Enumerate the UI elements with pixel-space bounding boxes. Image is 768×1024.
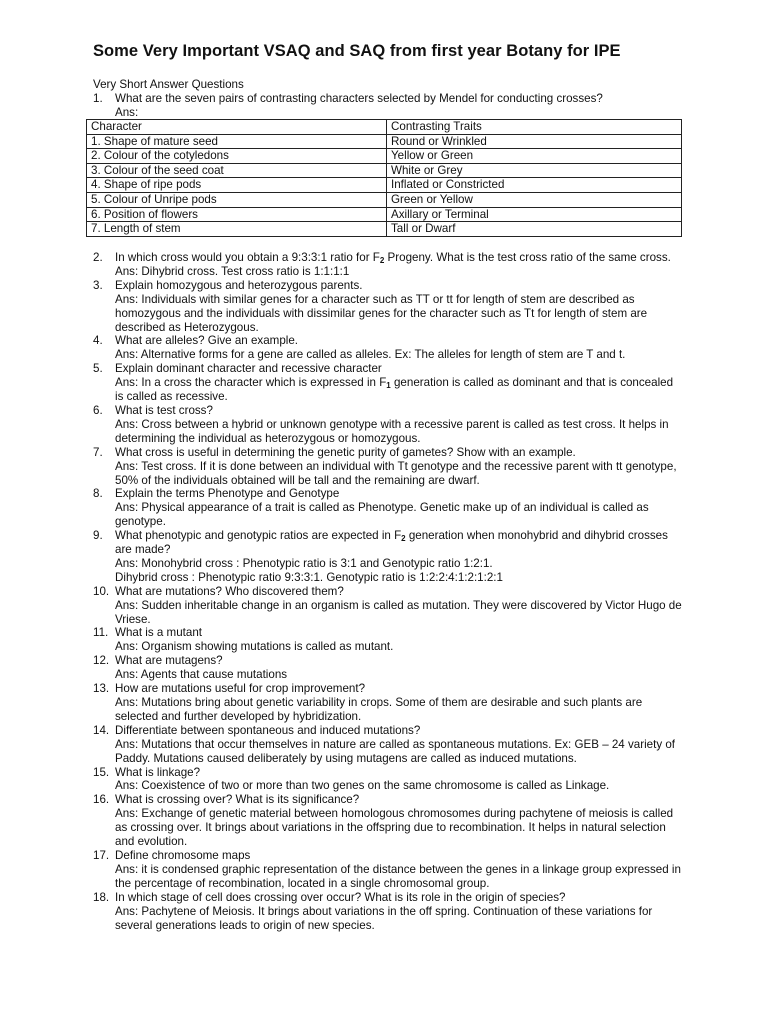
answer-text: Ans: Monohybrid cross : Phenotypic ratio is 3:1 and Genotypic ratio 1:2:1. bbox=[115, 556, 493, 570]
question-2 bbox=[93, 251, 683, 279]
question-number: 11. bbox=[93, 626, 109, 640]
table-header-cell: Contrasting Traits bbox=[387, 120, 682, 135]
answer-text: Ans: Pachytene of Meiosis. It brings about variations in the off spring. Continuation of these variations for several generations leads to origin of new species. bbox=[115, 904, 653, 932]
question-text: Differentiate between spontaneous and induced mutations? bbox=[115, 723, 421, 737]
question-17 bbox=[93, 849, 683, 891]
table-cell: Green or Yellow bbox=[387, 192, 682, 207]
question-4 bbox=[93, 334, 683, 362]
question-text: What is test cross? bbox=[115, 403, 213, 417]
question-number: 12. bbox=[93, 654, 110, 668]
question-number: 15. bbox=[93, 765, 110, 779]
question-number: 18. bbox=[93, 890, 110, 904]
table-cell: 7. Length of stem bbox=[87, 222, 387, 237]
question-text: What cross is useful in determining the genetic purity of gametes? Show with an example. bbox=[115, 445, 576, 459]
table-row bbox=[87, 149, 682, 164]
table-cell: Inflated or Constricted bbox=[387, 178, 682, 193]
question-number: 3. bbox=[93, 278, 103, 292]
table-header-cell: Character bbox=[87, 120, 387, 135]
table-row bbox=[87, 178, 682, 193]
answer-text: Ans: Individuals with similar genes for a character such as TT or tt for length of stem are described as homozygous and the individuals with dissimilar genes for the character such as Tt for length of stem are described as Heterozygous. bbox=[115, 292, 648, 334]
table-cell: 4. Shape of ripe pods bbox=[87, 178, 387, 193]
question-5 bbox=[93, 362, 683, 404]
answer-text: Ans: Agents that cause mutations bbox=[115, 668, 288, 682]
question-number: 8. bbox=[93, 487, 103, 501]
answer-text: Ans: Coexistence of two or more than two genes on the same chromosome is called as Linkage. bbox=[115, 779, 610, 793]
question-18 bbox=[93, 891, 683, 933]
question-number: 6. bbox=[93, 403, 103, 417]
question-text: What phenotypic and genotypic ratios are expected in $F_2$ generation when monohybrid and dihybrid crosses are made? bbox=[115, 529, 668, 557]
question-text: Explain the terms Phenotype and Genotype bbox=[115, 487, 340, 501]
question-13 bbox=[93, 682, 683, 724]
question-11 bbox=[93, 626, 683, 654]
question-text: How are mutations useful for crop improvement? bbox=[115, 682, 366, 696]
question-16 bbox=[93, 793, 683, 849]
question-number: 17. bbox=[93, 848, 110, 862]
answer-text: Ans: In a cross the character which is expressed in $F_1$ generation is called as dominant and that is concealed is called as recessive. bbox=[115, 376, 674, 404]
answer-text: Ans: Organism showing mutations is called as mutant. bbox=[115, 640, 394, 654]
question-text: Define chromosome maps bbox=[115, 848, 251, 862]
question-text: Explain dominant character and recessive character bbox=[115, 362, 382, 376]
table-header-row bbox=[87, 120, 682, 135]
answer-text: Ans: Test cross. If it is done between an individual with Tt genotype and the recessive parent with tt genotype, 50% of the individuals obtained will be tall and the remaining are dwarf. bbox=[115, 459, 677, 487]
answer-text: Ans: Alternative forms for a gene are called as alleles. Ex: The alleles for length of stem are T and t. bbox=[115, 348, 626, 362]
question-number: 2. bbox=[93, 251, 103, 264]
mendel-traits-table bbox=[86, 119, 682, 237]
question-8 bbox=[93, 487, 683, 529]
question-10 bbox=[93, 585, 683, 627]
table-cell: Round or Wrinkled bbox=[387, 134, 682, 149]
question-text: In which stage of cell does crossing over occur? What is its role in the origin of species? bbox=[115, 890, 566, 904]
question-number: 14. bbox=[93, 723, 110, 737]
question-text: What is linkage? bbox=[115, 765, 201, 779]
question-12 bbox=[93, 654, 683, 682]
question-list bbox=[93, 251, 683, 932]
answer-text: Ans: it is condensed graphic representation of the distance between the genes in a linkage group expressed in the percentage of recombination, located in a single chromosomal group. bbox=[115, 862, 681, 890]
answer-label: Ans: bbox=[115, 105, 139, 119]
table-row bbox=[87, 207, 682, 222]
question-number: 10. bbox=[93, 584, 110, 598]
question-number: 1. bbox=[93, 91, 103, 105]
question-3 bbox=[93, 279, 683, 335]
question-text: What is a mutant bbox=[115, 626, 202, 640]
table-cell: 6. Position of flowers bbox=[87, 207, 387, 222]
table-row bbox=[87, 134, 682, 149]
question-7 bbox=[93, 446, 683, 488]
table-cell: 2. Colour of the cotyledons bbox=[87, 149, 387, 164]
table-cell: Yellow or Green bbox=[387, 149, 682, 164]
question-text: What are mutagens? bbox=[115, 654, 223, 668]
question-text: What is crossing over? What is its significance? bbox=[115, 793, 360, 807]
table-cell: 3. Colour of the seed coat bbox=[87, 163, 387, 178]
answer-text: Dihybrid cross : Phenotypic ratio 9:3:3:1. Genotypic ratio is 1:2:2:4:1:2:1:2:1 bbox=[115, 570, 503, 584]
question-text: What are alleles? Give an example. bbox=[115, 334, 299, 348]
question-number: 9. bbox=[93, 529, 103, 543]
question-text: Explain homozygous and heterozygous parents. bbox=[115, 278, 363, 292]
table-row bbox=[87, 192, 682, 207]
table-cell: 5. Colour of Unripe pods bbox=[87, 192, 387, 207]
section-heading: Very Short Answer Questions bbox=[93, 78, 244, 91]
answer-text: Ans: Physical appearance of a trait is called as Phenotype. Genetic make up of an individual is called as genotype. bbox=[115, 501, 649, 529]
answer-text: Ans: Mutations bring about genetic variability in crops. Some of them are desirable and such plants are selected and further developed by hybridization. bbox=[115, 696, 643, 723]
question-6 bbox=[93, 404, 683, 446]
table-cell: 1. Shape of mature seed bbox=[87, 134, 387, 149]
answer-text: Ans: Exchange of genetic material between homologous chromosomes during pachytene of meiosis is called as crossing over. It brings about variations in the offspring due to recombination. It helps in natural selection and evolution. bbox=[115, 807, 674, 849]
table-row bbox=[87, 163, 682, 178]
question-9 bbox=[93, 529, 683, 585]
table-cell: Axillary or Terminal bbox=[387, 207, 682, 222]
question-number: 5. bbox=[93, 362, 103, 376]
intro-block bbox=[93, 78, 693, 119]
question-text: What are mutations? Who discovered them? bbox=[115, 584, 344, 598]
question-number: 4. bbox=[93, 334, 103, 348]
question-15 bbox=[93, 766, 683, 794]
answer-text: Ans: Dihybrid cross. Test cross ratio is 1:1:1:1 bbox=[115, 264, 350, 278]
question-text: What are the seven pairs of contrasting characters selected by Mendel for conducting crosses? bbox=[115, 91, 603, 105]
page-title: Some Very Important VSAQ and SAQ from first year Botany for IPE bbox=[93, 42, 621, 60]
question-number: 7. bbox=[93, 445, 103, 459]
question-14 bbox=[93, 724, 683, 766]
table-cell: White or Grey bbox=[387, 163, 682, 178]
answer-text: Ans: Cross between a hybrid or unknown genotype with a recessive parent is called as test cross. It helps in determining the individual as heterozygous or homozygous. bbox=[115, 417, 669, 445]
answer-text: Ans: Mutations that occur themselves in nature are called as spontaneous mutations. Ex: GEB – 24 variety of Paddy. Mutations caused deliberately by using mutagens are called as induced mutations. bbox=[115, 737, 676, 765]
table-row bbox=[87, 222, 682, 237]
question-number: 13. bbox=[93, 682, 110, 696]
answer-text: Ans: Sudden inheritable change in an organism is called as mutation. They were discovered by Victor Hugo de Vriese. bbox=[115, 598, 682, 626]
question-number: 16. bbox=[93, 793, 110, 807]
question-text: In which cross would you obtain a 9:3:3:1 ratio for $F_2$ Progeny. What is the test cross ratio of the same cross. bbox=[115, 251, 671, 265]
table-cell: Tall or Dwarf bbox=[387, 222, 682, 237]
question-1 bbox=[93, 92, 693, 106]
